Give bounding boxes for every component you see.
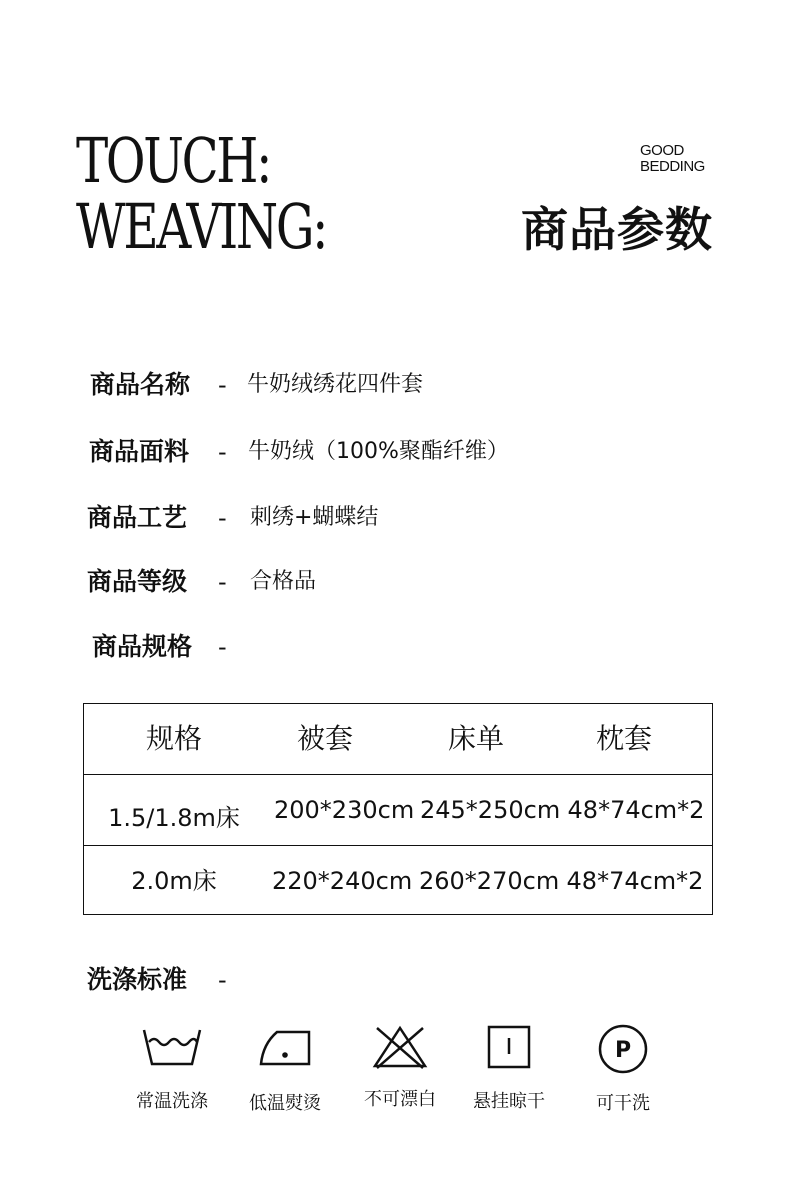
hang-dry-icon [484, 1022, 534, 1070]
spec-value: 刺绣+蝴蝶结 [250, 505, 379, 530]
care-item-label: 常温洗涤 [136, 1091, 208, 1112]
spec-separator: - [218, 371, 227, 399]
tagline-line-1: GOOD [640, 142, 684, 159]
table-cell: 200*230cm [274, 796, 415, 824]
brand-tagline [640, 143, 705, 175]
table-header-cell: 规格 [145, 722, 202, 755]
spec-separator: - [218, 438, 227, 466]
spec-value: 牛奶绒绣花四件套 [247, 372, 424, 397]
care-label: 洗涤标准 [87, 965, 188, 994]
spec-label: 商品工艺 [87, 503, 188, 532]
care-item [454, 1022, 564, 1114]
table-cell: 1.5/1.8m床 [108, 804, 240, 832]
svg-text:P: P [614, 1038, 632, 1063]
table-cell: 2.0m床 [131, 867, 217, 895]
table-cell: 245*250cm [420, 796, 561, 824]
spec-separator: - [218, 568, 227, 596]
spec-value: 合格品 [250, 569, 317, 594]
page-title: 商品参数 [521, 203, 713, 258]
iron-low-icon [255, 1022, 315, 1070]
care-item [230, 1022, 340, 1116]
spec-separator: - [218, 504, 227, 532]
table-header-cell: 被套 [296, 722, 353, 755]
brand-line-2: WEAVING: [76, 190, 327, 263]
spec-value: 牛奶绒（100%聚酯纤维） [248, 439, 509, 464]
spec-label: 商品面料 [89, 437, 190, 466]
table-cell: 48*74cm*2 [566, 867, 704, 895]
no-bleach-icon [371, 1022, 429, 1070]
tagline-line-2: BEDDING [640, 158, 705, 175]
table-header-cell: 床单 [447, 722, 504, 755]
table-cell: 260*270cm [419, 867, 560, 895]
care-item-label: 悬挂晾干 [473, 1091, 545, 1112]
brand-line-1: TOUCH: [76, 124, 271, 197]
care-item [345, 1022, 455, 1112]
spec-label: 商品名称 [90, 370, 191, 399]
table-header-cell: 枕套 [595, 722, 652, 755]
table-row [84, 845, 712, 916]
spec-label: 商品等级 [87, 567, 188, 596]
spec-label: 商品规格 [92, 632, 193, 661]
table-row [84, 774, 712, 845]
dry-clean-p-icon [596, 1022, 650, 1076]
care-item [117, 1022, 227, 1114]
wash-tub-icon [140, 1022, 204, 1070]
spec-separator: - [218, 633, 227, 661]
table-cell: 220*240cm [272, 867, 413, 895]
table-cell: 48*74cm*2 [567, 796, 705, 824]
care-item-label: 可干洗 [596, 1093, 650, 1114]
care-item-label: 低温熨烫 [249, 1093, 321, 1114]
spec-separator: - [218, 966, 227, 994]
table-header-row [84, 704, 712, 774]
size-table [83, 703, 713, 915]
care-item-label: 不可漂白 [364, 1089, 436, 1110]
care-item [568, 1022, 678, 1116]
